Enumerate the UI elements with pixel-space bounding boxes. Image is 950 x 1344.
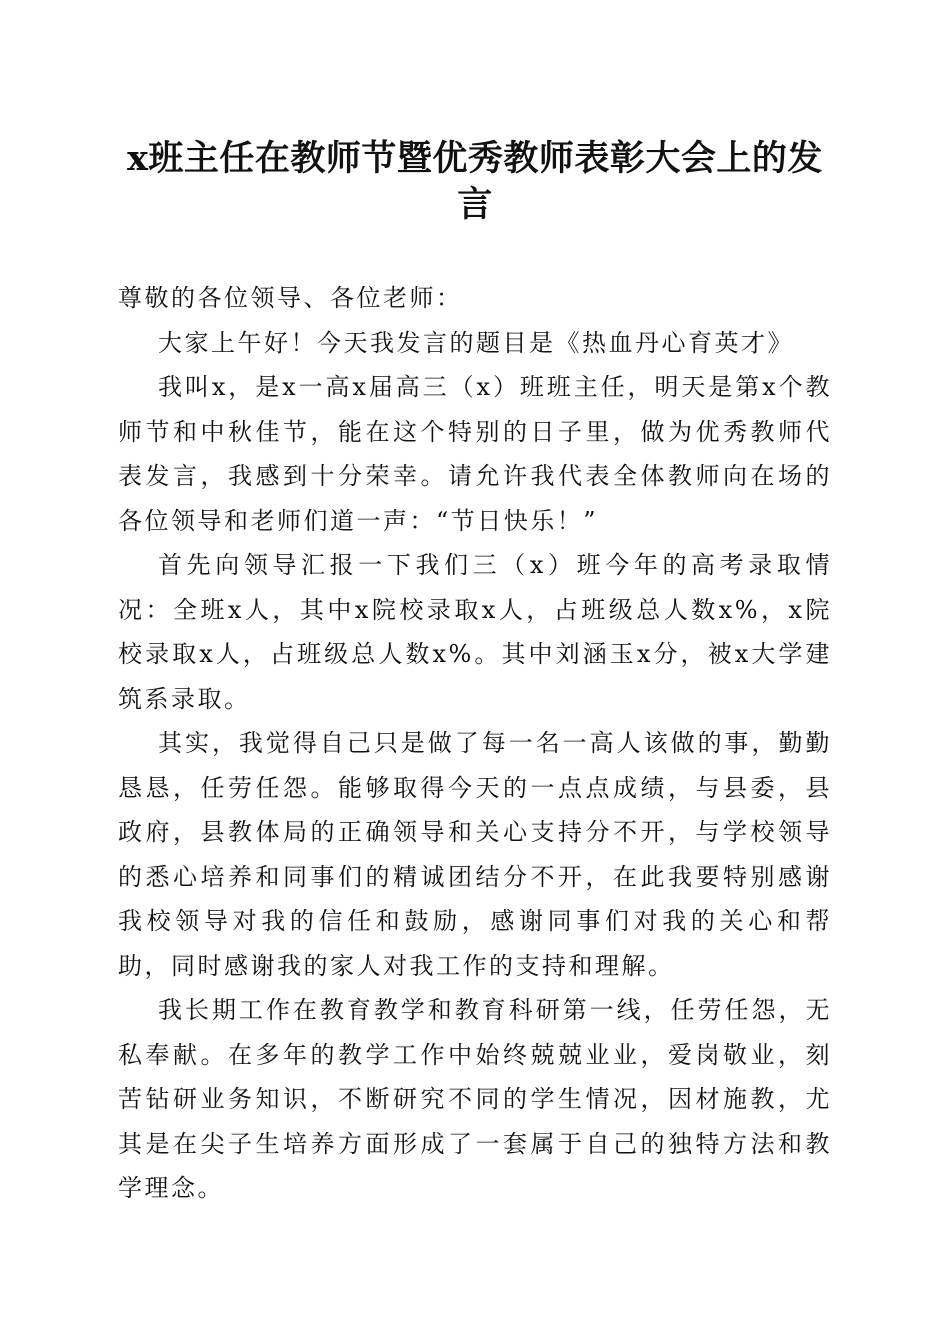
document-title: x班主任在教师节暨优秀教师表彰大会上的发言: [127, 138, 823, 225]
paragraph-teaching-work: 我长期工作在教育教学和教育科研第一线，任劳任怨，无私奉献。在多年的教学工作中始终兢兢业业，爱岗敬业，刻苦钻研业务知识，不断研究不同的学生情况，因材施教，尤其是在尖子生培养方面形成了一套属于自己的独特方法和教学理念。: [118, 996, 832, 1202]
salutation: 尊敬的各位领导、各位老师：: [118, 284, 463, 312]
paragraph-thanks: 其实，我觉得自己只是做了每一名一高人该做的事，勤勤恳恳，任劳任怨。能够取得今天的一点点成绩，与县委，县政府，县教体局的正确领导和关心支持分不开，与学校领导的悉心培养和同事们的精诚团结分不开，在此我要特别感谢我校领导对我的信任和鼓励，感谢同事们对我的关心和帮助，同时感谢我的家人对我工作的支持和理解。: [118, 729, 832, 980]
paragraph-introduction: 我叫x，是x一高x届高三（x）班班主任，明天是第x个教师节和中秋佳节，能在这个特别的日子里，做为优秀教师代表发言，我感到十分荣幸。请允许我代表全体教师向在场的各位领导和老师们道一声：“节日快乐！”: [118, 373, 832, 535]
document-body: [118, 276, 832, 1211]
paragraph-greeting: 大家上午好！今天我发言的题目是《热血丹心育英才》: [158, 328, 794, 357]
paragraph-admission-results: 首先向领导汇报一下我们三（x）班今年的高考录取情况：全班x人，其中x院校录取x人，占班级总人数x%，x院校录取x人，占班级总人数x%。其中刘涵玉x分，被x大学建筑系录取。: [118, 551, 832, 713]
